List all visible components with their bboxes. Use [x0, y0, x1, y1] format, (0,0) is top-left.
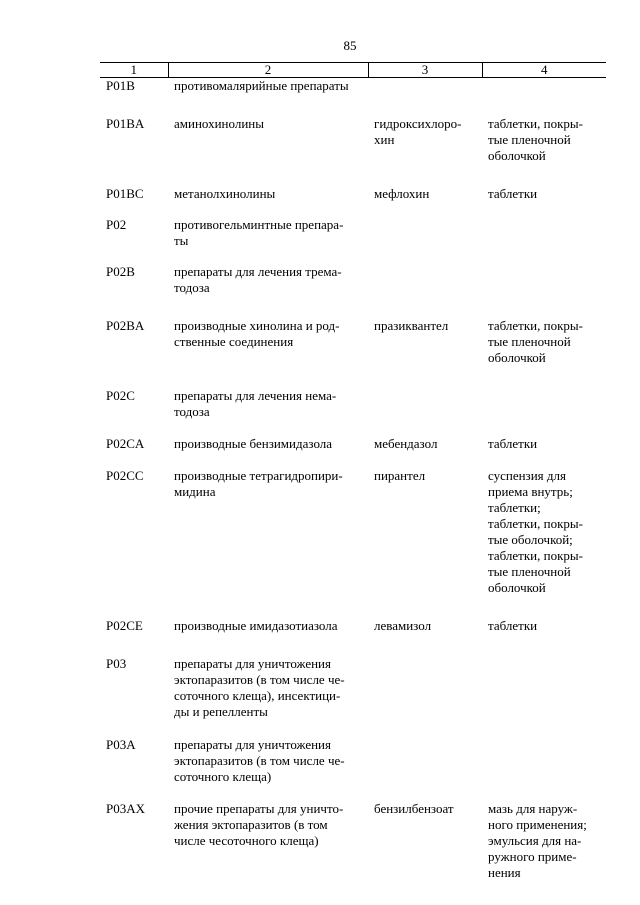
drug-name-cell	[368, 78, 482, 117]
drug-name-cell	[368, 801, 482, 881]
group-name-cell	[168, 737, 368, 801]
table-body	[100, 78, 606, 882]
dosage-form-cell	[482, 656, 606, 737]
dosage-form-cell	[482, 737, 606, 801]
dosage-form-cell	[482, 468, 606, 618]
atc-code-text: P01BA	[106, 116, 145, 131]
atc-code-text: P02CA	[106, 436, 145, 451]
atc-code-cell	[100, 618, 168, 656]
table-row	[100, 436, 606, 468]
column-header-2: 2	[168, 63, 368, 78]
group-name-text: производные бензимидазола	[174, 436, 333, 451]
table-row	[100, 468, 606, 618]
atc-code-cell	[100, 264, 168, 318]
drug-name-text: мебендазол	[374, 436, 438, 451]
drug-name-cell	[368, 186, 482, 217]
atc-code-cell	[100, 656, 168, 737]
dosage-form-cell	[482, 318, 606, 388]
dosage-form-cell	[482, 264, 606, 318]
column-header-1: 1	[100, 63, 168, 78]
drug-name-text: мефлохин	[374, 186, 430, 201]
atc-code-text: P01BC	[106, 186, 144, 201]
atc-code-cell	[100, 116, 168, 186]
dosage-form-text: таблетки, покры- тые пленочной оболочкой	[488, 116, 583, 163]
table-row	[100, 618, 606, 656]
table-row	[100, 264, 606, 318]
table-row	[100, 737, 606, 801]
group-name-cell	[168, 436, 368, 468]
table-row	[100, 656, 606, 737]
drug-name-cell	[368, 468, 482, 618]
atc-code-cell	[100, 436, 168, 468]
atc-code-text: P02B	[106, 264, 135, 279]
drug-name-cell	[368, 116, 482, 186]
drug-name-cell	[368, 264, 482, 318]
table-row	[100, 801, 606, 881]
dosage-form-cell	[482, 436, 606, 468]
atc-code-cell	[100, 388, 168, 436]
drug-name-cell	[368, 217, 482, 264]
group-name-cell	[168, 217, 368, 264]
group-name-text: производные хинолина и род- ственные соединения	[174, 318, 340, 349]
table-row	[100, 116, 606, 186]
table-row	[100, 78, 606, 117]
group-name-cell	[168, 468, 368, 618]
drug-name-cell	[368, 618, 482, 656]
group-name-text: противомалярийные препараты	[174, 78, 349, 93]
column-header-4: 4	[482, 63, 606, 78]
dosage-form-cell	[482, 217, 606, 264]
atc-code-text: P02CC	[106, 468, 144, 483]
drug-name-text: левамизол	[374, 618, 432, 633]
atc-code-cell	[100, 801, 168, 881]
table-row	[100, 217, 606, 264]
group-name-cell	[168, 186, 368, 217]
table-row	[100, 186, 606, 217]
group-name-cell	[168, 388, 368, 436]
atc-code-text: P01B	[106, 78, 135, 93]
group-name-text: метанолхинолины	[174, 186, 276, 201]
drug-table	[100, 62, 606, 881]
atc-code-text: P03	[106, 656, 127, 671]
table-row	[100, 388, 606, 436]
group-name-text: препараты для лечения нема- тодоза	[174, 388, 337, 419]
dosage-form-text: таблетки, покры- тые пленочной оболочкой	[488, 318, 583, 365]
table-header	[100, 63, 606, 78]
drug-name-cell	[368, 656, 482, 737]
atc-code-text: P02BA	[106, 318, 145, 333]
dosage-form-text: таблетки	[488, 436, 538, 451]
group-name-text: производные тетрагидропири- мидина	[174, 468, 343, 499]
drug-name-cell	[368, 436, 482, 468]
drug-name-cell	[368, 318, 482, 388]
page-number: 85	[343, 38, 357, 53]
group-name-text: противогельминтные препара- ты	[174, 217, 344, 248]
group-name-cell	[168, 801, 368, 881]
drug-name-text: празиквантел	[374, 318, 449, 333]
dosage-form-text: таблетки	[488, 186, 538, 201]
atc-code-text: P02	[106, 217, 127, 232]
dosage-form-text: мазь для наруж- ного применения; эмульсия для на- ружного приме- нения	[488, 801, 587, 880]
drug-name-text: гидроксихлоро- хин	[374, 116, 462, 147]
group-name-text: препараты для уничтожения эктопаразитов (в том числе че- соточного клеща)	[174, 737, 345, 784]
group-name-cell	[168, 618, 368, 656]
atc-code-cell	[100, 737, 168, 801]
drug-name-cell	[368, 737, 482, 801]
atc-code-text: P02C	[106, 388, 135, 403]
atc-code-cell	[100, 468, 168, 618]
group-name-cell	[168, 116, 368, 186]
drug-name-text: пирантел	[374, 468, 426, 483]
group-name-text: аминохинолины	[174, 116, 264, 131]
group-name-text: препараты для уничтожения эктопаразитов (в том числе че- соточного клеща), инсектици- ды и репелленты	[174, 656, 345, 719]
dosage-form-cell	[482, 116, 606, 186]
atc-code-text: P03AX	[106, 801, 146, 816]
dosage-form-text: таблетки	[488, 618, 538, 633]
atc-code-cell	[100, 318, 168, 388]
atc-code-text: P03A	[106, 737, 136, 752]
atc-code-cell	[100, 217, 168, 264]
dosage-form-text: суспензия для приема внутрь; таблетки; таблетки, покры- тые оболочкой; таблетки, покры- тые пленочной оболочкой	[488, 468, 583, 595]
atc-code-cell	[100, 78, 168, 117]
dosage-form-cell	[482, 186, 606, 217]
column-header-3: 3	[368, 63, 482, 78]
atc-code-cell	[100, 186, 168, 217]
drug-name-text: бензилбензоат	[374, 801, 454, 816]
group-name-cell	[168, 78, 368, 117]
group-name-cell	[168, 264, 368, 318]
group-name-cell	[168, 656, 368, 737]
group-name-text: производные имидазотиазола	[174, 618, 338, 633]
dosage-form-cell	[482, 801, 606, 881]
dosage-form-cell	[482, 618, 606, 656]
dosage-form-cell	[482, 78, 606, 117]
group-name-text: препараты для лечения трема- тодоза	[174, 264, 342, 295]
dosage-form-cell	[482, 388, 606, 436]
group-name-text: прочие препараты для уничто- жения эктопаразитов (в том числе чесоточного клеща)	[174, 801, 344, 848]
table-row	[100, 318, 606, 388]
drug-name-cell	[368, 388, 482, 436]
atc-code-text: P02CE	[106, 618, 143, 633]
group-name-cell	[168, 318, 368, 388]
